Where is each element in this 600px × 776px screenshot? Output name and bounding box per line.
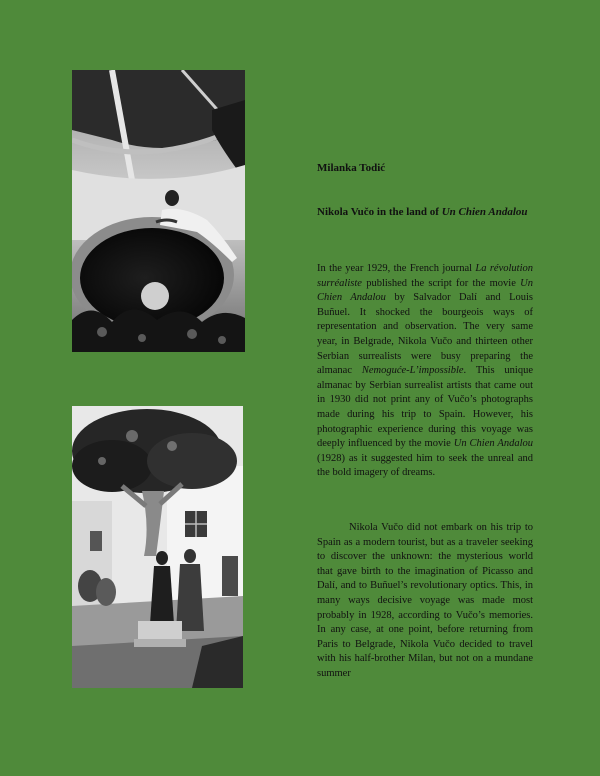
para1-text-2: published the script for the movie — [361, 277, 521, 289]
film-name-2: Un Chien Andalou — [453, 438, 534, 450]
article-title — [317, 205, 533, 220]
courtyard-tree-photo — [72, 406, 243, 688]
author-name: Milanka Todić — [317, 162, 386, 174]
title-text: Nikola Vučo in the land of — [317, 206, 442, 218]
title-film-name: Un Chien Andalou — [441, 206, 528, 218]
fountain-photo — [72, 70, 245, 352]
paragraph-1 — [317, 262, 533, 481]
para1-text-4: . This unique almanac by Serbian surrealist artists that came out in 1930 did not print any of Vučo’s photographs made during his trip to Spain. However, his photographic experience during this voyage was deeply influenced by the movie — [317, 365, 533, 450]
para1-text-1: In the year 1929, the French journal — [317, 263, 476, 274]
almanac-name: Nemoguće-L’impossible — [361, 365, 464, 377]
film-name: Un Chien Andalou — [317, 277, 533, 304]
paragraph-2 — [317, 521, 533, 682]
para2-text: Nikola Vučo did not embark on his trip to Spain as a modern tourist, but as a traveler seeking to discover the unknown: the mysterious world that gave birth to the imagination of Picasso and Dalí, and to Buñuel’s revolutionary optics. This, in many ways decisive voyage was made most probably in 1928, according to Vučo’s memories. In any case, at one point, before returning from Paris to Belgrade, Nikola Vučo decided to travel with his half-brother Milan, but not on a mundane summer — [317, 522, 533, 679]
para1-text-5: (1928) as it suggested him to seek the unreal and the bold imagery of dreams. — [317, 452, 533, 479]
para1-text-3: by Salvador Dalí and Louis Buñuel. It shocked the bourgeois ways of representation and observation. The very same year, in Belgrade, Nikola Vučo and thirteen other Serbian surrealists were busy preparing the almanac — [317, 292, 533, 377]
courtyard-tree-photo-image — [72, 406, 243, 688]
journal-name: La révolution surréaliste — [317, 263, 533, 289]
fountain-photo-image — [72, 70, 245, 352]
